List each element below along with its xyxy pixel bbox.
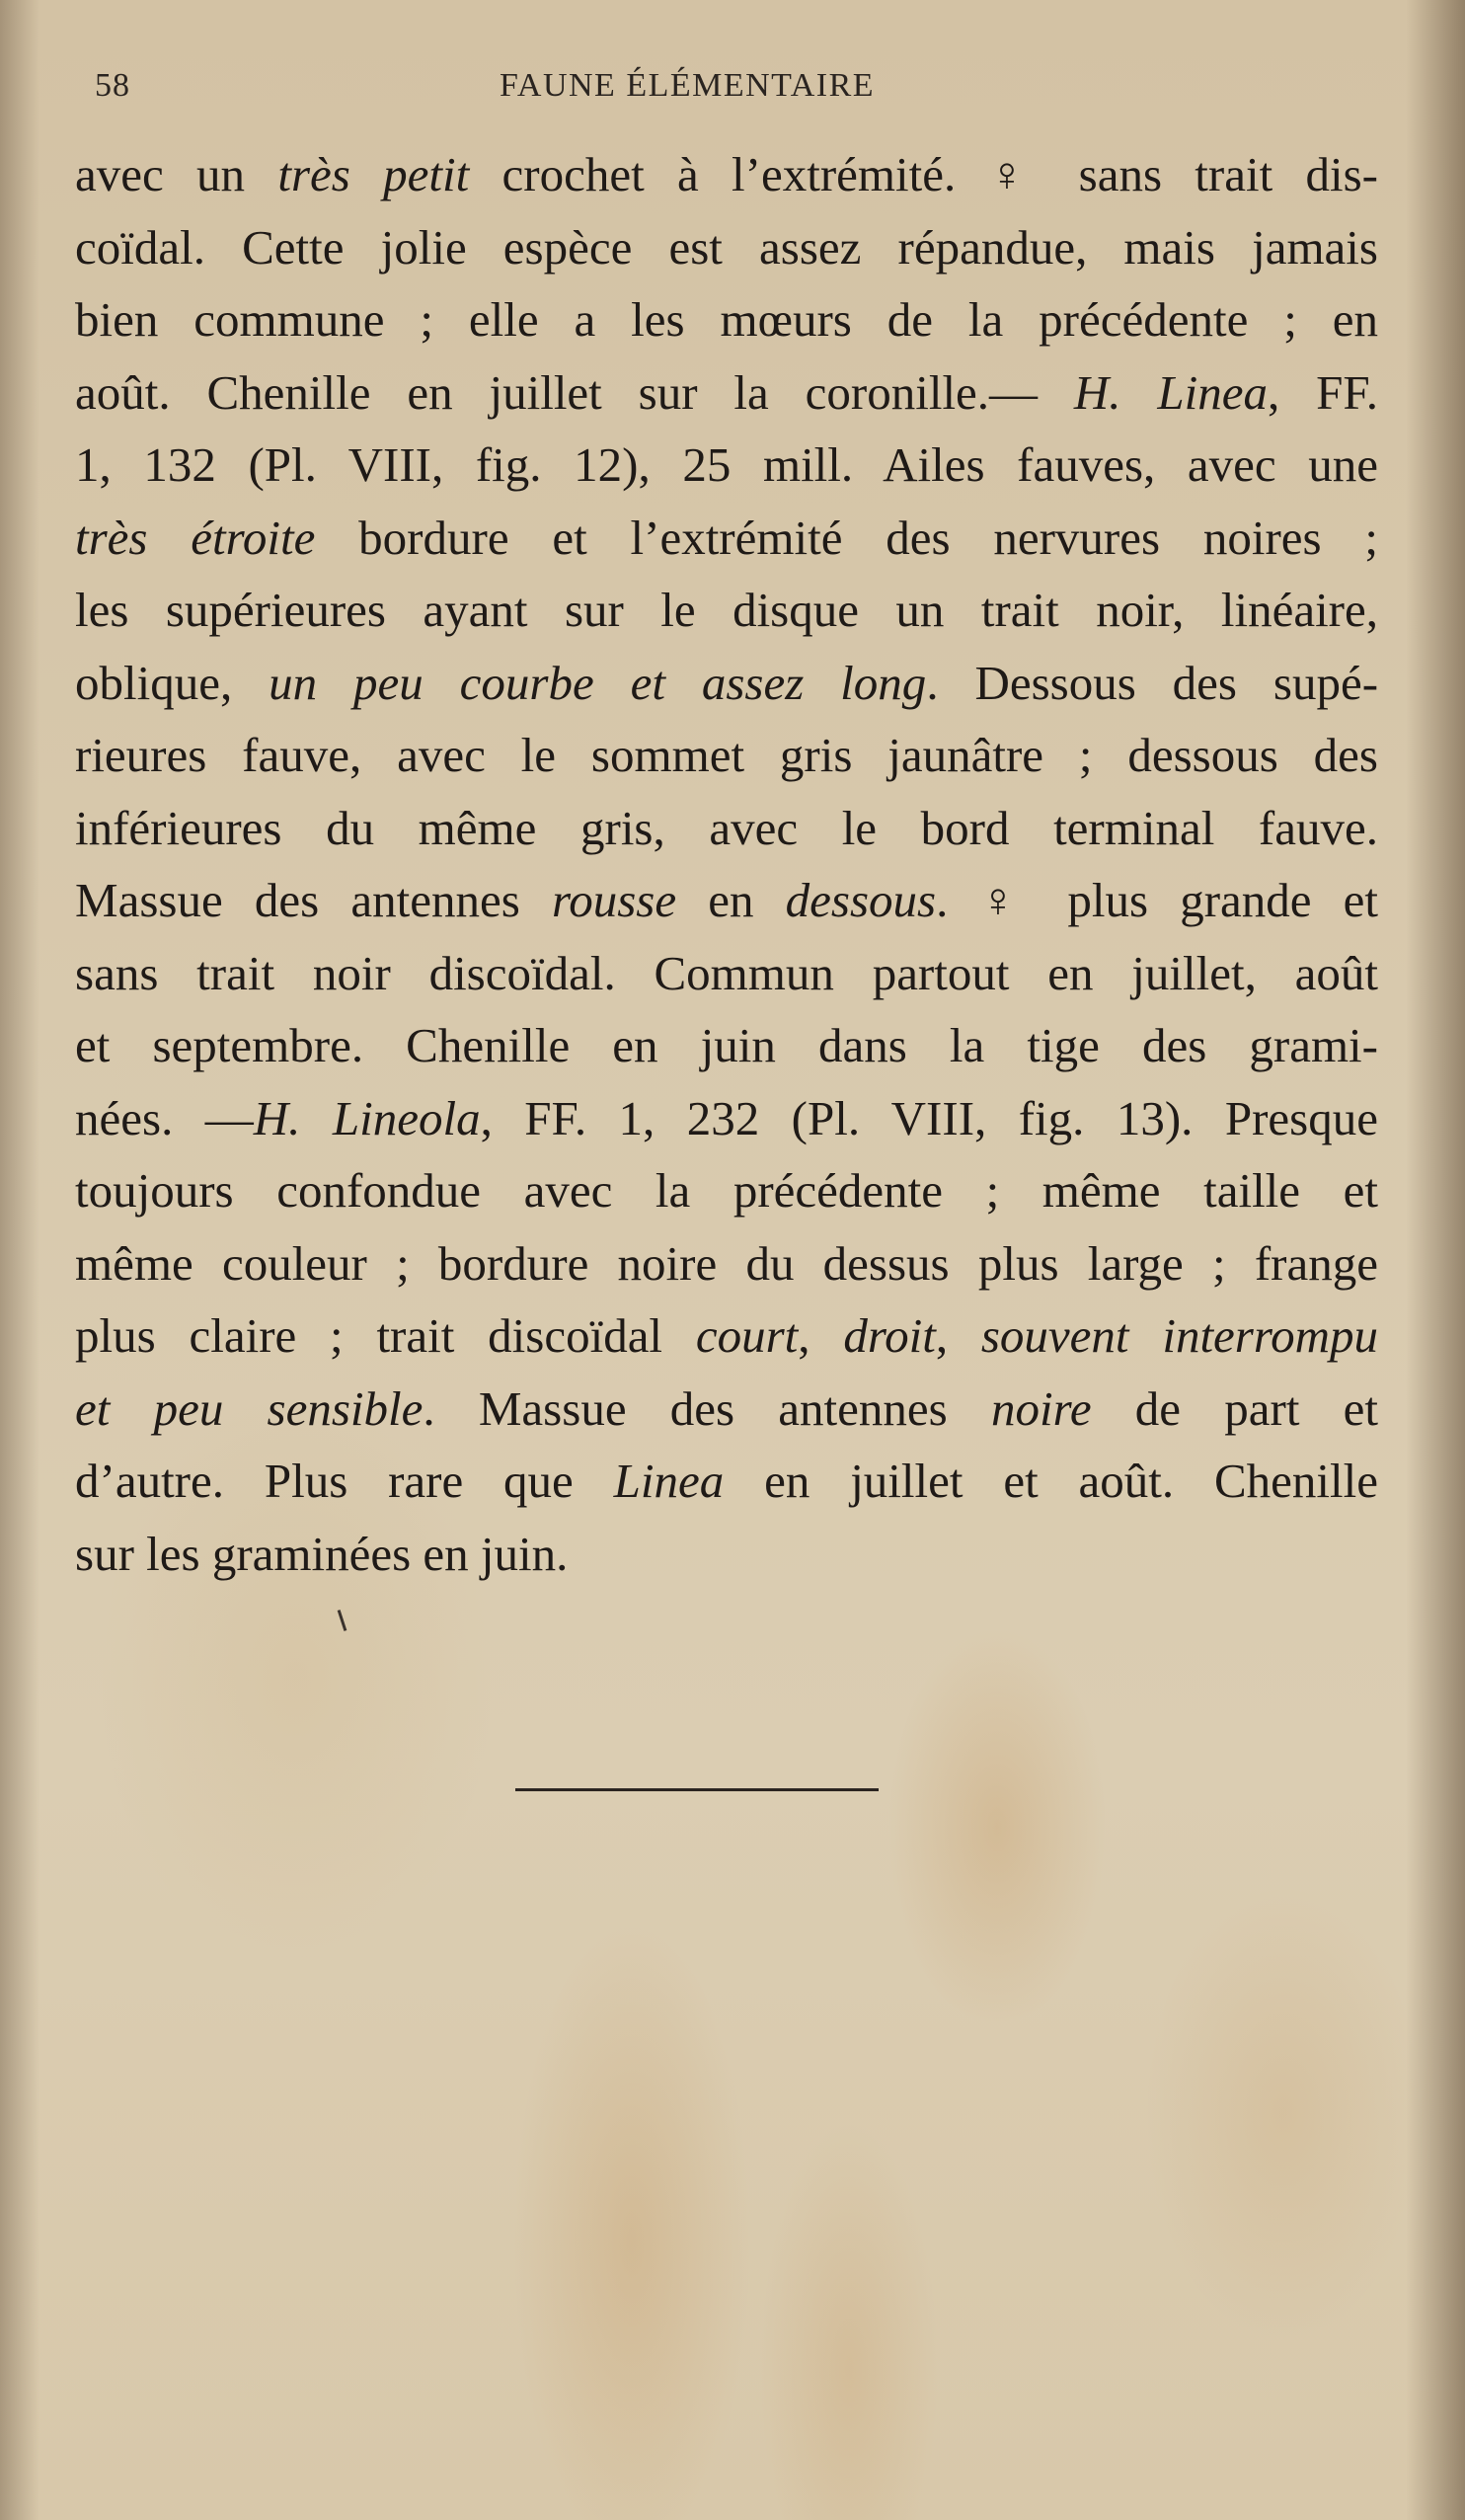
section-rule bbox=[515, 1788, 879, 1791]
text-run: crochet à l’extrémité. ♀ sans trait dis- bbox=[469, 147, 1379, 201]
text-line bbox=[75, 502, 1378, 575]
text-line: inférieures du même gris, avec le bord terminal fauve. bbox=[75, 800, 1378, 855]
text-line: 1, 132 (Pl. VIII, fig. 12), 25 mill. Ailes fauves, avec une bbox=[75, 437, 1378, 492]
italic-run: et peu sensible bbox=[75, 1380, 424, 1436]
text-line: même couleur ; bordure noire du dessus plus large ; frange bbox=[75, 1235, 1378, 1291]
text-line: les supérieures ayant sur le disque un trait noir, linéaire, bbox=[75, 583, 1378, 637]
species-name: H. Lineola bbox=[253, 1090, 481, 1145]
italic-run: court bbox=[695, 1308, 799, 1363]
text-line bbox=[75, 1299, 1378, 1373]
text-line: et septembre. Chenille en juin dans la tige des grami- bbox=[75, 1018, 1378, 1072]
text-run: . Dessous des supé- bbox=[926, 655, 1379, 710]
text-line: sans trait noir discoïdal. Commun partout en juillet, août bbox=[75, 945, 1378, 1000]
text-line bbox=[75, 1082, 1378, 1155]
italic-run: noire bbox=[990, 1380, 1092, 1436]
text-run: Massue des antennes bbox=[75, 873, 552, 927]
text-run: , bbox=[935, 1308, 981, 1363]
page-edge-shadow-right bbox=[1406, 0, 1465, 2520]
text-line bbox=[75, 356, 1378, 430]
text-line: rieures fauve, avec le sommet gris jaunâtre ; dessous des bbox=[75, 728, 1378, 782]
text-line bbox=[75, 138, 1378, 211]
italic-run: très petit bbox=[277, 147, 470, 201]
text-run: avec un bbox=[75, 147, 278, 201]
text-run: , FF. bbox=[1268, 364, 1378, 420]
page-number: 58 bbox=[95, 67, 130, 104]
text-run: de part et bbox=[1091, 1380, 1378, 1436]
text-line bbox=[75, 1373, 1378, 1446]
stray-ink-mark bbox=[338, 1610, 347, 1631]
italic-run: dessous bbox=[785, 873, 937, 927]
text-run: en bbox=[676, 873, 786, 927]
italic-run: très étroite bbox=[75, 510, 316, 565]
text-line: bien commune ; elle a les mœurs de la précédente ; en bbox=[75, 292, 1378, 347]
italic-run: souvent interrompu bbox=[980, 1308, 1379, 1363]
body-text bbox=[75, 138, 1378, 1590]
text-line: coïdal. Cette jolie espèce est assez répandue, mais jamais bbox=[75, 219, 1378, 275]
text-run: , FF. 1, 232 (Pl. VIII, fig. 13). Presque bbox=[480, 1090, 1378, 1145]
text-run: . ♀ plus grande et bbox=[936, 873, 1379, 927]
text-line: sur les graminées en juin. bbox=[75, 1526, 569, 1581]
text-run: août. Chenille en juillet sur la coronille.— bbox=[75, 364, 1074, 420]
italic-run: un peu courbe et assez long bbox=[269, 655, 927, 710]
text-run: d’autre. Plus rare que bbox=[75, 1454, 614, 1508]
text-line bbox=[75, 1445, 1378, 1518]
italic-run: droit bbox=[843, 1308, 936, 1363]
text-run: , bbox=[798, 1308, 844, 1363]
text-run: nées. — bbox=[75, 1090, 254, 1145]
species-name: H. Linea bbox=[1073, 364, 1269, 420]
text-line bbox=[75, 864, 1378, 937]
running-title: FAUNE ÉLÉMENTAIRE bbox=[500, 67, 876, 104]
text-run: . Massue des antennes bbox=[423, 1380, 991, 1436]
text-run: plus claire ; trait discoïdal bbox=[75, 1308, 696, 1363]
species-name: Linea bbox=[613, 1454, 725, 1508]
text-line: toujours confondue avec la précédente ; même taille et bbox=[75, 1163, 1378, 1218]
running-head bbox=[95, 67, 1378, 117]
italic-run: rousse bbox=[551, 873, 677, 927]
text-run: oblique, bbox=[75, 655, 270, 710]
text-line bbox=[75, 647, 1378, 720]
text-run: bordure et l’extrémité des nervures noires ; bbox=[315, 510, 1379, 565]
text-run: en juillet et août. Chenille bbox=[724, 1454, 1379, 1508]
page-edge-shadow-left bbox=[0, 0, 39, 2520]
